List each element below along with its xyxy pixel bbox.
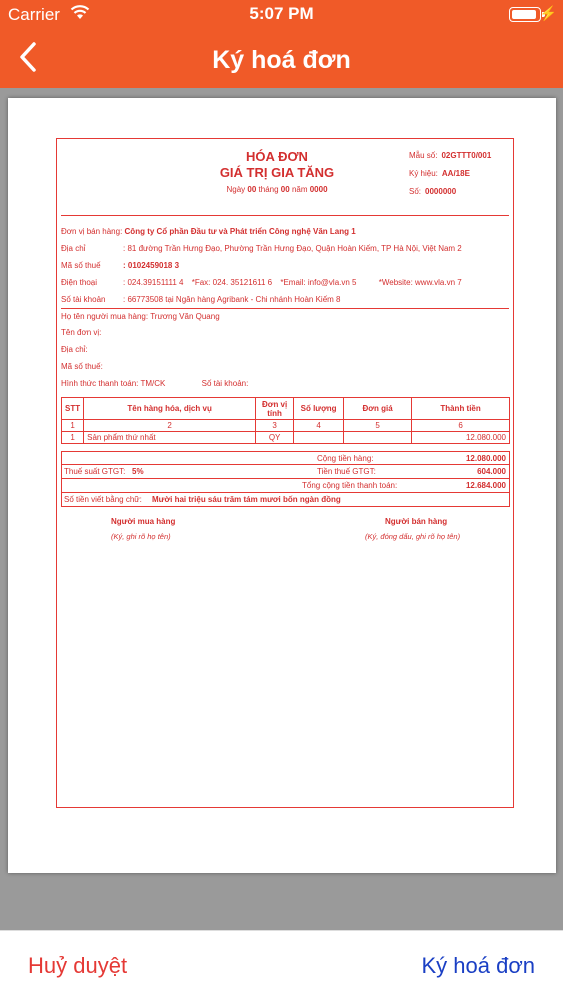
- document-viewer[interactable]: [0, 88, 563, 930]
- invoice-frame: [56, 138, 514, 808]
- seller-signature-note: (Ký, đóng dấu, ghi rõ họ tên): [365, 532, 461, 541]
- clock: 5:07 PM: [249, 4, 314, 23]
- seller-tax-row: Mã số thuế : 0102459018 3: [61, 261, 180, 270]
- status-bar: [0, 0, 563, 30]
- seller-account-row: Số tài khoản : 66773508 tại Ngân hàng Agribank - Chi nhánh Hoàn Kiếm 8: [61, 295, 341, 304]
- table-row: 1 Sản phẩm thứ nhất QY 12.080.000: [62, 432, 510, 444]
- buyer-name-row: Họ tên người mua hàng: Trương Văn Quang: [61, 312, 220, 321]
- seller-signature-title: Người bán hàng: [385, 517, 448, 526]
- table-header-row: STT Tên hàng hóa, dịch vụ Đơn vị tính Số lượng Đơn giá Thành tiền: [62, 398, 510, 420]
- divider: [61, 215, 509, 216]
- sign-invoice-button[interactable]: Ký hoá đơn: [421, 953, 535, 978]
- items-table: [61, 397, 510, 444]
- buyer-signature-note: (Ký, ghi rõ họ tên): [111, 532, 171, 541]
- table-index-row: 1 2 3 4 5 6: [62, 420, 510, 432]
- buyer-payment-row: Hình thức thanh toán: TM/CK Số tài khoản:: [61, 379, 249, 388]
- subtotal-row: Cộng tiền hàng: 12.080.000: [61, 451, 510, 465]
- invoice-page: [8, 98, 556, 873]
- charging-icon: ⚡: [539, 5, 557, 21]
- buyer-unit-row: Tên đơn vị:: [61, 328, 102, 337]
- invoice-symbol: Ký hiệu: AA/18E: [409, 169, 470, 178]
- invoice-title: HÓA ĐƠN GIÁ TRỊ GIA TĂNG: [219, 149, 335, 180]
- total-row: Tổng cộng tiền thanh toán: 12.684.000: [61, 479, 510, 493]
- amount-in-words-row: Số tiền viết bằng chữ: Mười hai triệu sáu trăm tám mươi bốn ngàn đồng: [61, 493, 510, 507]
- vat-row: Thuế suất GTGT: 5% Tiền thuế GTGT: 604.000: [61, 465, 510, 479]
- seller-contact-row: Điện thoại : 024.39151111 4 *Fax: 024. 35121611 6 *Email: info@vla.vn 5 *Website: www.vla.vn 7: [61, 278, 462, 287]
- buyer-address-row: Địa chỉ:: [61, 345, 88, 354]
- invoice-date: Ngày 00 tháng 00 năm 0000: [226, 185, 328, 194]
- invoice-number: Số: 0000000: [409, 187, 457, 196]
- cancel-approval-button[interactable]: Huỷ duyệt: [28, 953, 128, 978]
- battery-icon: [509, 7, 541, 22]
- bottom-toolbar: [0, 930, 563, 1000]
- buyer-signature-title: Người mua hàng: [111, 517, 176, 526]
- buyer-tax-row: Mã số thuế:: [61, 362, 103, 371]
- page-title: Ký hoá đơn: [212, 46, 351, 74]
- navigation-bar: [0, 0, 563, 88]
- seller-name-row: Đơn vị bán hàng: Công ty Cổ phần Đầu tư và Phát triển Công nghệ Văn Lang 1: [61, 227, 356, 236]
- seller-address-row: Địa chỉ : 81 đường Trần Hưng Đạo, Phường Trần Hưng Đạo, Quận Hoàn Kiếm, TP Hà Nội, Việt Nam 2: [61, 244, 462, 253]
- form-number: Mẫu số: 02GTTT0/001: [409, 151, 492, 160]
- divider: [61, 308, 509, 309]
- carrier-label: Carrier: [8, 5, 60, 24]
